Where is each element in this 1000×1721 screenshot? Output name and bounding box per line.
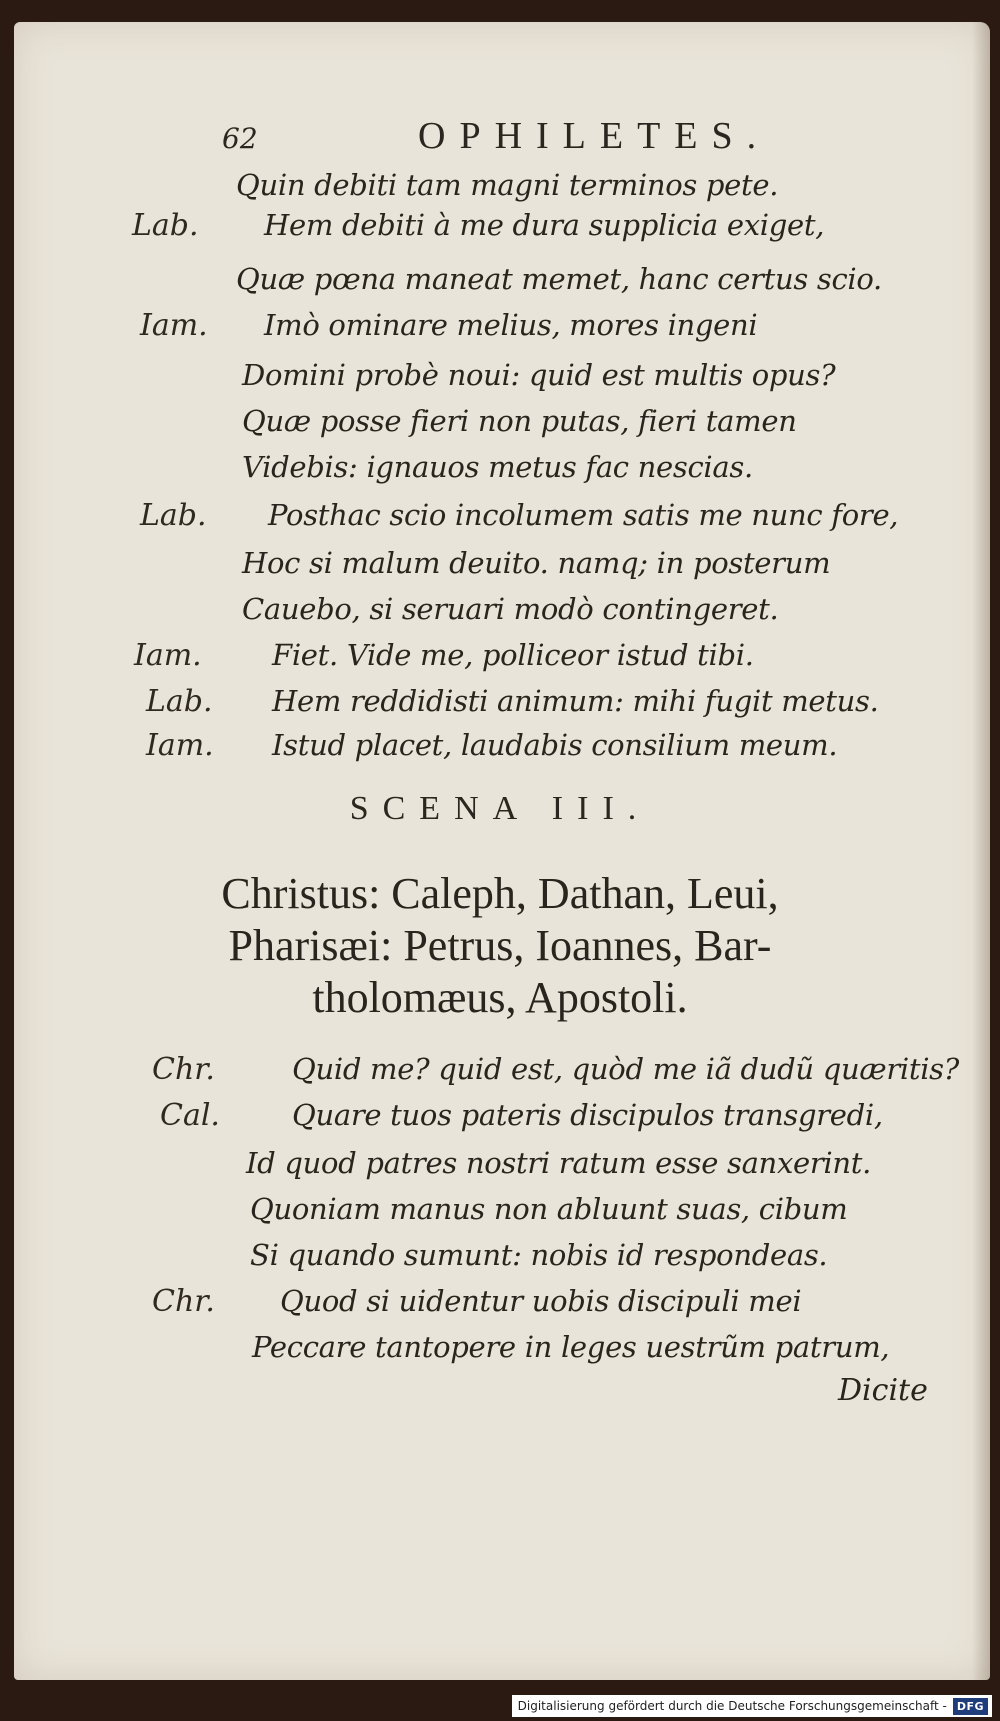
- catchword: Dicite: [838, 1373, 928, 1408]
- verse-text: Quoniam manus non abluunt suas, cibum: [250, 1192, 848, 1226]
- verse-text: Istud placet, laudabis consilium meum.: [272, 728, 838, 762]
- verse-line: [0, 498, 1000, 548]
- verse-line: [0, 546, 1000, 596]
- verse-text: Hem debiti à me dura supplicia exiget,: [264, 208, 825, 242]
- running-head: OPHILETES.: [418, 115, 771, 157]
- verse-line: [0, 450, 1000, 500]
- verse-line: [0, 208, 1000, 258]
- speaker-label: Cal.: [160, 1098, 220, 1133]
- verse-line: [0, 308, 1000, 358]
- verse-text: Hoc si malum deuito. namq; in posterum: [242, 546, 831, 580]
- verse-text: Quod si uidentur uobis discipuli mei: [280, 1284, 802, 1318]
- dramatis-personae-line: Christus: Caleph, Dathan, Leui,: [221, 869, 779, 918]
- verse-line: [0, 262, 1000, 312]
- verse-line: [0, 1284, 1000, 1334]
- speaker-label: Lab.: [146, 684, 213, 719]
- verse-text: Videbis: ignauos metus fac nescias.: [242, 450, 753, 484]
- speaker-label: Iam.: [140, 308, 208, 343]
- verse-text: Quid me? quid est, quòd me iã dudũ quæritis?: [292, 1052, 960, 1086]
- scene-heading: SCENA III.: [349, 790, 651, 827]
- verse-text: Quæ posse fieri non putas, fieri tamen: [242, 404, 797, 438]
- verse-text: Quare tuos pateris discipulos transgredi,: [292, 1098, 883, 1132]
- verse-line: [0, 358, 1000, 408]
- dramatis-personae-line: tholomæus, Apostoli.: [312, 973, 688, 1022]
- verse-text: Si quando sumunt: nobis id respondeas.: [250, 1238, 828, 1272]
- verse-line: [0, 592, 1000, 642]
- page-header: [0, 92, 1000, 157]
- verse-text: Fiet. Vide me, polliceor istud tibi.: [272, 638, 754, 672]
- digitization-credit: [512, 1695, 992, 1717]
- verse-text: Domini probè noui: quid est multis opus?: [242, 358, 836, 392]
- speaker-label: Chr.: [152, 1052, 215, 1087]
- verse-text: Quæ pœna maneat memet, hanc certus scio.: [236, 262, 882, 296]
- verse-text: Hem reddidisti animum: mihi fugit metus.: [272, 684, 879, 718]
- verse-line: [0, 1192, 1000, 1242]
- page-number: 62: [222, 122, 258, 155]
- verse-text: Cauebo, si seruari modò contingeret.: [242, 592, 779, 626]
- verse-line: [0, 728, 1000, 778]
- verse-line: [0, 1238, 1000, 1288]
- verse-line: [0, 404, 1000, 454]
- verse-text: Posthac scio incolumem satis me nunc fore,: [268, 498, 899, 532]
- dramatis-personae-line: Pharisæi: Petrus, Ioannes, Bar-: [228, 921, 772, 970]
- speaker-label: Chr.: [152, 1284, 215, 1319]
- verse-text: Imò ominare melius, mores ingeni: [264, 308, 758, 342]
- speaker-label: Lab.: [132, 208, 199, 243]
- speaker-label: Iam.: [146, 728, 214, 763]
- verse-line: [0, 1098, 1000, 1148]
- verse-text: Quin debiti tam magni terminos pete.: [236, 168, 779, 202]
- speaker-label: Iam.: [134, 638, 202, 673]
- verse-line: [0, 1146, 1000, 1196]
- speaker-label: Lab.: [140, 498, 207, 533]
- verse-text: Id quod patres nostri ratum esse sanxerint.: [246, 1146, 872, 1180]
- dfg-logo-icon: DFG: [953, 1698, 988, 1715]
- credit-text: Digitalisierung gefördert durch die Deutsche Forschungsgemeinschaft -: [517, 1699, 947, 1713]
- verse-text: Peccare tantopere in leges uestrũm patrum,: [252, 1330, 890, 1364]
- verse-line: [0, 684, 1000, 734]
- verse-line: [0, 1052, 1000, 1102]
- verse-line: [0, 638, 1000, 688]
